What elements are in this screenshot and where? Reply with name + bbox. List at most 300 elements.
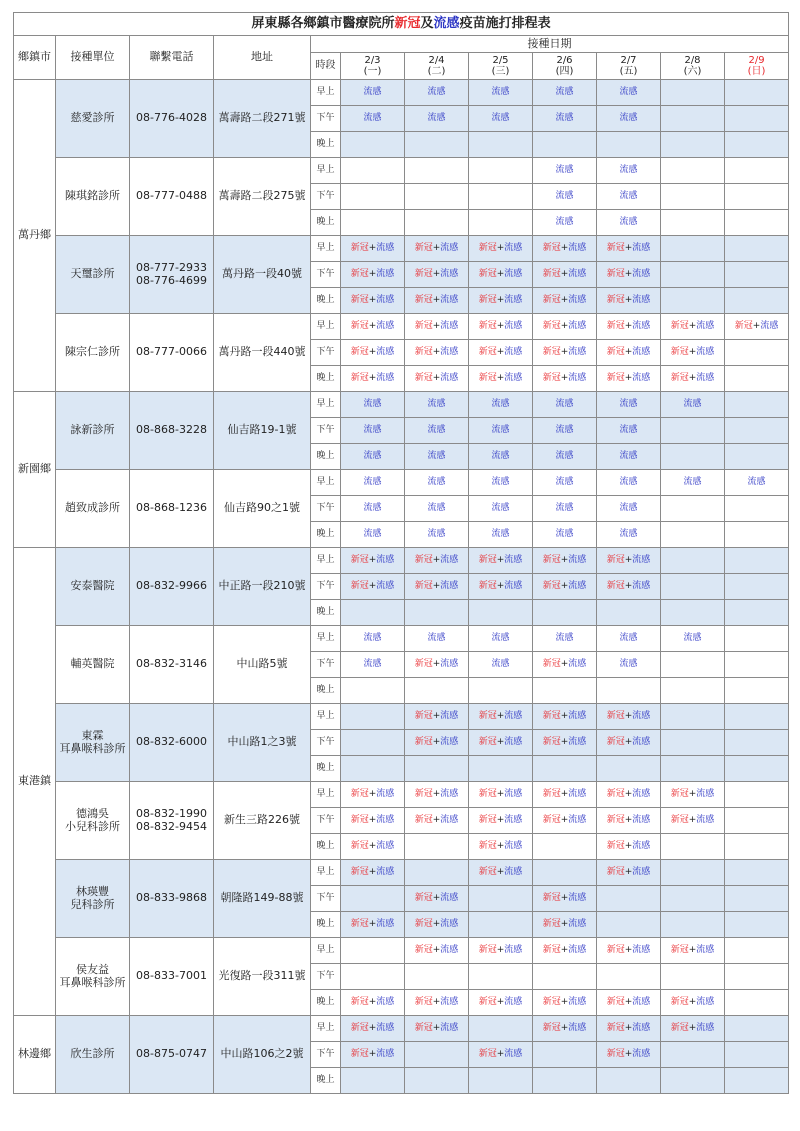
flu-label: 流感 (376, 815, 395, 826)
flu-label: 流感 (568, 789, 587, 800)
plus-label: + (624, 867, 633, 878)
schedule-cell (533, 210, 597, 236)
schedule-cell (469, 782, 533, 808)
flu-label: 流感 (504, 737, 523, 748)
schedule-cell (597, 730, 661, 756)
plus-label: + (560, 919, 569, 930)
plus-label: + (496, 581, 505, 592)
covid-label: 新冠 (670, 997, 689, 1008)
period-label: 早上 (311, 1016, 341, 1042)
schedule-cell (597, 158, 661, 184)
town-name: 林邊鄉 (14, 1016, 56, 1094)
period-label: 晚上 (311, 132, 341, 158)
covid-label: 新冠 (542, 295, 561, 306)
schedule-cell (533, 990, 597, 1016)
table-row (14, 236, 789, 262)
clinic-name: 東霖 耳鼻喉科診所 (56, 704, 130, 782)
schedule-cell (469, 366, 533, 392)
flu-label: 流感 (427, 113, 446, 124)
flu-label: 流感 (568, 945, 587, 956)
schedule-cell (725, 444, 789, 470)
schedule-cell (725, 600, 789, 626)
schedule-cell (469, 184, 533, 210)
covid-label: 新冠 (414, 789, 433, 800)
schedule-cell (661, 912, 725, 938)
clinic-name: 德鴻吳 小兒科診所 (56, 782, 130, 860)
plus-label: + (560, 1023, 569, 1034)
flu-label: 流感 (632, 321, 651, 332)
schedule-cell (469, 964, 533, 990)
schedule-cell (725, 912, 789, 938)
covid-label: 新冠 (606, 945, 625, 956)
flu-label: 流感 (376, 295, 395, 306)
flu-label: 流感 (568, 815, 587, 826)
covid-label: 新冠 (478, 1049, 497, 1060)
plus-label: + (624, 1049, 633, 1060)
schedule-cell (341, 1042, 405, 1068)
flu-label: 流感 (440, 581, 459, 592)
schedule-cell (533, 444, 597, 470)
plus-label: + (368, 243, 377, 254)
schedule-cell (725, 262, 789, 288)
flu-label: 流感 (568, 997, 587, 1008)
plus-label: + (624, 737, 633, 748)
schedule-cell (405, 132, 469, 158)
clinic-name: 詠新診所 (56, 392, 130, 470)
plus-label: + (688, 997, 697, 1008)
clinic-phone: 08-868-1236 (130, 470, 214, 548)
plus-label: + (368, 997, 377, 1008)
schedule-cell (597, 210, 661, 236)
schedule-cell (533, 756, 597, 782)
flu-label: 流感 (555, 633, 574, 644)
covid-label: 新冠 (350, 347, 369, 358)
schedule-cell (661, 444, 725, 470)
clinic-phone: 08-832-9966 (130, 548, 214, 626)
clinic-name: 天璽診所 (56, 236, 130, 314)
table-row (14, 626, 789, 652)
covid-label: 新冠 (606, 347, 625, 358)
schedule-cell (405, 522, 469, 548)
schedule-cell (405, 730, 469, 756)
schedule-cell (725, 652, 789, 678)
plus-label: + (368, 789, 377, 800)
covid-label: 新冠 (414, 373, 433, 384)
schedule-cell (405, 756, 469, 782)
plus-label: + (560, 269, 569, 280)
schedule-cell (725, 756, 789, 782)
flu-label: 流感 (491, 529, 510, 540)
title-flu: 流感 (433, 15, 460, 31)
flu-label: 流感 (504, 789, 523, 800)
header-town: 鄉鎮市 (14, 36, 56, 80)
plus-label: + (368, 321, 377, 332)
clinic-phone: 08-833-9868 (130, 860, 214, 938)
plus-label: + (368, 269, 377, 280)
title-part1: 屏東縣各鄉鎮市醫療院所 (251, 15, 395, 31)
covid-label: 新冠 (414, 997, 433, 1008)
schedule-cell (341, 366, 405, 392)
flu-label: 流感 (696, 945, 715, 956)
header-date-0 (341, 53, 405, 80)
schedule-cell (405, 1016, 469, 1042)
covid-label: 新冠 (606, 867, 625, 878)
clinic-address: 光復路一段311號 (214, 938, 311, 1016)
header-period: 時段 (311, 53, 341, 80)
plus-label: + (496, 243, 505, 254)
flu-label: 流感 (632, 295, 651, 306)
flu-label: 流感 (427, 633, 446, 644)
flu-label: 流感 (568, 347, 587, 358)
schedule-cell (661, 210, 725, 236)
period-label: 下午 (311, 808, 341, 834)
clinic-name: 侯友益 耳鼻喉科診所 (56, 938, 130, 1016)
period-label: 下午 (311, 1042, 341, 1068)
covid-label: 新冠 (606, 243, 625, 254)
schedule-cell (533, 418, 597, 444)
schedule-cell (405, 678, 469, 704)
flu-label: 流感 (632, 581, 651, 592)
plus-label: + (496, 815, 505, 826)
flu-label: 流感 (619, 399, 638, 410)
schedule-cell (341, 522, 405, 548)
schedule-cell (469, 886, 533, 912)
flu-label: 流感 (504, 945, 523, 956)
schedule-cell (405, 1042, 469, 1068)
covid-label: 新冠 (542, 945, 561, 956)
flu-label: 流感 (376, 321, 395, 332)
plus-label: + (560, 815, 569, 826)
schedule-cell (597, 990, 661, 1016)
schedule-cell (341, 470, 405, 496)
table-row (14, 1016, 789, 1042)
plus-label: + (624, 347, 633, 358)
schedule-cell (725, 1016, 789, 1042)
plus-label: + (432, 659, 441, 670)
flu-label: 流感 (440, 945, 459, 956)
flu-label: 流感 (363, 451, 382, 462)
flu-label: 流感 (632, 269, 651, 280)
covid-label: 新冠 (670, 815, 689, 826)
covid-label: 新冠 (606, 373, 625, 384)
period-label: 晚上 (311, 678, 341, 704)
schedule-cell (725, 340, 789, 366)
schedule-cell (405, 912, 469, 938)
town-name: 東港鎮 (14, 548, 56, 1016)
flu-label: 流感 (696, 789, 715, 800)
period-label: 早上 (311, 704, 341, 730)
plus-label: + (432, 269, 441, 280)
clinic-phone: 08-776-4028 (130, 80, 214, 158)
flu-label: 流感 (568, 893, 587, 904)
schedule-cell (661, 418, 725, 444)
schedule-cell (597, 1042, 661, 1068)
flu-label: 流感 (632, 815, 651, 826)
schedule-cell (597, 80, 661, 106)
flu-label: 流感 (504, 295, 523, 306)
flu-label: 流感 (504, 841, 523, 852)
plus-label: + (560, 789, 569, 800)
period-label: 早上 (311, 470, 341, 496)
period-label: 晚上 (311, 210, 341, 236)
flu-label: 流感 (427, 529, 446, 540)
schedule-cell (469, 132, 533, 158)
flu-label: 流感 (427, 477, 446, 488)
flu-label: 流感 (427, 87, 446, 98)
covid-label: 新冠 (606, 269, 625, 280)
flu-label: 流感 (683, 633, 702, 644)
schedule-cell (533, 158, 597, 184)
schedule-cell (661, 132, 725, 158)
schedule-cell (469, 340, 533, 366)
schedule-cell (725, 184, 789, 210)
period-label: 下午 (311, 340, 341, 366)
schedule-cell (533, 860, 597, 886)
schedule-cell (341, 210, 405, 236)
schedule-cell (405, 990, 469, 1016)
schedule-cell (661, 808, 725, 834)
covid-label: 新冠 (414, 269, 433, 280)
covid-label: 新冠 (606, 841, 625, 852)
schedule-cell (661, 548, 725, 574)
schedule-cell (661, 574, 725, 600)
plus-label: + (688, 789, 697, 800)
covid-label: 新冠 (478, 373, 497, 384)
schedule-cell (341, 834, 405, 860)
covid-label: 新冠 (414, 581, 433, 592)
schedule-cell (405, 262, 469, 288)
period-label: 晚上 (311, 366, 341, 392)
flu-label: 流感 (363, 87, 382, 98)
schedule-cell (597, 808, 661, 834)
weekday-label: (三) (491, 66, 510, 77)
clinic-address: 中山路106之2號 (214, 1016, 311, 1094)
flu-label: 流感 (696, 347, 715, 358)
plus-label: + (560, 737, 569, 748)
schedule-cell (469, 470, 533, 496)
schedule-cell (597, 392, 661, 418)
schedule-cell (405, 392, 469, 418)
flu-label: 流感 (504, 555, 523, 566)
clinic-name: 輔英醫院 (56, 626, 130, 704)
schedule-cell (469, 392, 533, 418)
schedule-cell (725, 574, 789, 600)
plus-label: + (496, 841, 505, 852)
period-label: 晚上 (311, 522, 341, 548)
schedule-cell (661, 236, 725, 262)
plus-label: + (496, 321, 505, 332)
flu-label: 流感 (376, 581, 395, 592)
schedule-cell (405, 444, 469, 470)
flu-label: 流感 (632, 945, 651, 956)
covid-label: 新冠 (542, 243, 561, 254)
flu-label: 流感 (376, 997, 395, 1008)
schedule-cell (341, 548, 405, 574)
schedule-cell (533, 184, 597, 210)
flu-label: 流感 (440, 815, 459, 826)
schedule-cell (661, 1042, 725, 1068)
schedule-cell (469, 626, 533, 652)
schedule-cell (341, 808, 405, 834)
schedule-cell (597, 522, 661, 548)
schedule-cell (341, 496, 405, 522)
covid-label: 新冠 (670, 321, 689, 332)
schedule-cell (405, 340, 469, 366)
plus-label: + (432, 555, 441, 566)
schedule-cell (405, 184, 469, 210)
flu-label: 流感 (619, 87, 638, 98)
covid-label: 新冠 (542, 737, 561, 748)
covid-label: 新冠 (542, 1023, 561, 1034)
schedule-cell (469, 236, 533, 262)
covid-label: 新冠 (414, 1023, 433, 1034)
period-label: 晚上 (311, 912, 341, 938)
flu-label: 流感 (632, 347, 651, 358)
flu-label: 流感 (555, 503, 574, 514)
schedule-cell (597, 782, 661, 808)
schedule-cell (597, 964, 661, 990)
flu-label: 流感 (440, 1023, 459, 1034)
title-part3: 疫苗施打排程表 (459, 15, 551, 31)
covid-label: 新冠 (350, 815, 369, 826)
schedule-cell (533, 132, 597, 158)
schedule-cell (405, 418, 469, 444)
schedule-cell (661, 990, 725, 1016)
schedule-cell (725, 626, 789, 652)
flu-label: 流感 (568, 659, 587, 670)
covid-label: 新冠 (670, 347, 689, 358)
date-label: 2/8 (684, 54, 701, 66)
table-row (14, 392, 789, 418)
flu-label: 流感 (427, 399, 446, 410)
schedule-cell (597, 418, 661, 444)
covid-label: 新冠 (670, 373, 689, 384)
plus-label: + (624, 295, 633, 306)
table-row (14, 704, 789, 730)
covid-label: 新冠 (414, 919, 433, 930)
schedule-cell (405, 1068, 469, 1094)
flu-label: 流感 (440, 373, 459, 384)
plus-label: + (624, 815, 633, 826)
clinic-name: 安泰醫院 (56, 548, 130, 626)
schedule-cell (597, 184, 661, 210)
covid-label: 新冠 (606, 789, 625, 800)
flu-label: 流感 (696, 321, 715, 332)
schedule-cell (597, 1068, 661, 1094)
covid-label: 新冠 (542, 555, 561, 566)
flu-label: 流感 (555, 425, 574, 436)
clinic-phone: 08-777-0488 (130, 158, 214, 236)
plus-label: + (432, 997, 441, 1008)
plus-label: + (624, 581, 633, 592)
schedule-cell (725, 678, 789, 704)
schedule-cell (533, 886, 597, 912)
flu-label: 流感 (440, 997, 459, 1008)
plus-label: + (432, 321, 441, 332)
plus-label: + (624, 841, 633, 852)
schedule-cell (661, 782, 725, 808)
flu-label: 流感 (491, 425, 510, 436)
flu-label: 流感 (504, 581, 523, 592)
clinic-address: 萬壽路二段271號 (214, 80, 311, 158)
flu-label: 流感 (696, 373, 715, 384)
schedule-cell (533, 782, 597, 808)
date-label: 2/9 (748, 54, 765, 66)
period-label: 下午 (311, 886, 341, 912)
schedule-cell (533, 1042, 597, 1068)
flu-label: 流感 (760, 321, 779, 332)
plus-label: + (368, 581, 377, 592)
flu-label: 流感 (555, 217, 574, 228)
plus-label: + (560, 555, 569, 566)
flu-label: 流感 (363, 477, 382, 488)
flu-label: 流感 (491, 87, 510, 98)
period-label: 晚上 (311, 444, 341, 470)
schedule-cell (597, 678, 661, 704)
covid-label: 新冠 (350, 789, 369, 800)
table-row (14, 470, 789, 496)
covid-label: 新冠 (350, 997, 369, 1008)
flu-label: 流感 (632, 841, 651, 852)
plus-label: + (432, 373, 441, 384)
schedule-cell (405, 288, 469, 314)
flu-label: 流感 (683, 477, 702, 488)
schedule-cell (533, 366, 597, 392)
period-label: 早上 (311, 158, 341, 184)
flu-label: 流感 (619, 165, 638, 176)
flu-label: 流感 (632, 711, 651, 722)
flu-label: 流感 (555, 399, 574, 410)
flu-label: 流感 (619, 217, 638, 228)
schedule-cell (597, 132, 661, 158)
plus-label: + (432, 581, 441, 592)
plus-label: + (432, 945, 441, 956)
schedule-cell (469, 730, 533, 756)
flu-label: 流感 (427, 451, 446, 462)
schedule-cell (725, 1042, 789, 1068)
schedule-cell (597, 340, 661, 366)
flu-label: 流感 (632, 555, 651, 566)
schedule-cell (533, 574, 597, 600)
flu-label: 流感 (504, 711, 523, 722)
schedule-cell (725, 730, 789, 756)
clinic-address: 萬壽路二段275號 (214, 158, 311, 236)
schedule-cell (533, 938, 597, 964)
flu-label: 流感 (376, 243, 395, 254)
flu-label: 流感 (619, 633, 638, 644)
schedule-cell (469, 938, 533, 964)
flu-label: 流感 (427, 503, 446, 514)
schedule-cell (341, 782, 405, 808)
flu-label: 流感 (504, 321, 523, 332)
plus-label: + (560, 295, 569, 306)
schedule-cell (533, 522, 597, 548)
period-label: 早上 (311, 80, 341, 106)
schedule-cell (661, 860, 725, 886)
plus-label: + (368, 1023, 377, 1034)
flu-label: 流感 (504, 347, 523, 358)
schedule-cell (533, 470, 597, 496)
schedule-cell (341, 730, 405, 756)
schedule-cell (405, 860, 469, 886)
weekday-label: (日) (747, 66, 766, 77)
plus-label: + (496, 945, 505, 956)
header-address: 地址 (214, 36, 311, 80)
plus-label: + (560, 243, 569, 254)
schedule-cell (725, 80, 789, 106)
schedule-cell (405, 236, 469, 262)
plus-label: + (432, 347, 441, 358)
